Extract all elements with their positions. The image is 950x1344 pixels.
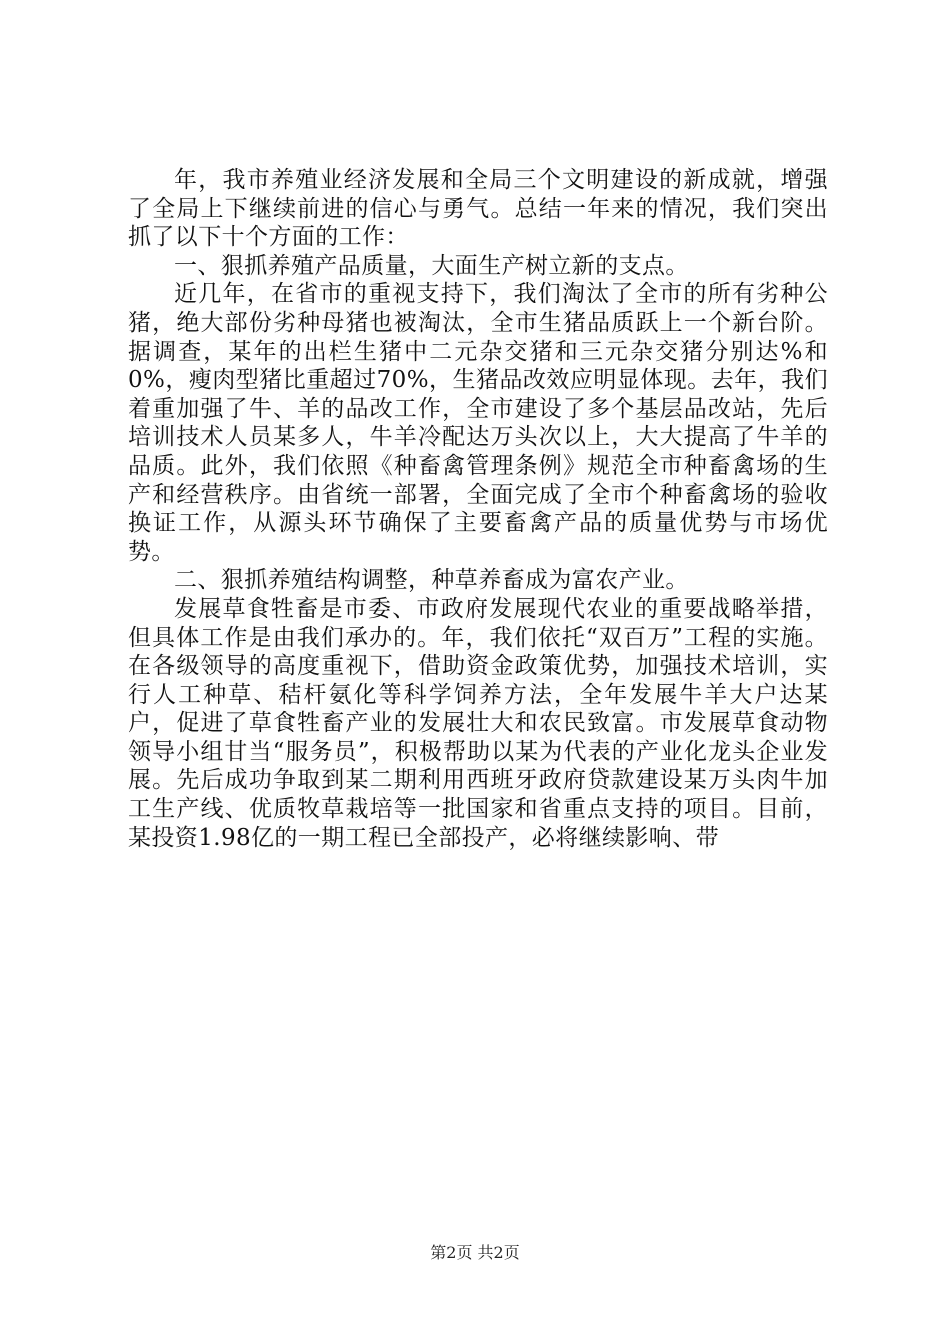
paragraph-section-2: 发展草食牲畜是市委、市政府发展现代农业的重要战略举措，但具体工作是由我们承办的。年，我们依托“双百万”工程的实施。在各级领导的高度重视下，借助资金政策优势，加强技术培训，实行人工种草、秸杆氨化等科学饲养方法，全年发展牛羊大户达某户，促进了草食牲畜产业的发展壮大和农民致富。市发展草食动物领导小组甘当“服务员”，积极帮助以某为代表的产业化龙头企业发展。先后成功争取到某二期利用西班牙政府贷款建设某万头肉牛加工生产线、优质牧草栽培等一批国家和省重点支持的项目。目前，某投资1.98亿的一期工程已全部投产，必将继续影响、带 [128,595,828,851]
heading-section-1: 一、狠抓养殖产品质量，大面生产树立新的支点。 [174,252,689,279]
page-number-footer: 第2页 共2页 [430,1243,520,1262]
document-body [128,166,828,852]
paragraph-section-1: 近几年，在省市的重视支持下，我们淘汰了全市的所有劣种公猪，绝大部份劣种母猪也被淘汰，全市生猪品质跃上一个新台阶。据调查，某年的出栏生猪中二元杂交猪和三元杂交猪分别达%和0%，瘦肉型猪比重超过70%，生猪品改效应明显体现。去年，我们着重加强了牛、羊的品改工作，全市建设了多个基层品改站，先后培训技术人员某多人，牛羊冷配达万头次以上，大大提高了牛羊的品质。此外，我们依照《种畜禽管理条例》规范全市种畜禽场的生产和经营秩序。由省统一部署，全面完成了全市个种畜禽场的验收换证工作，从源头环节确保了主要畜禽产品的质量优势与市场优势。 [128,281,828,565]
paragraph-intro: 年，我市养殖业经济发展和全局三个文明建设的新成就，增强了全局上下继续前进的信心与勇气。总结一年来的情况，我们突出抓了以下十个方面的工作： [128,167,828,251]
heading-section-2: 二、狠抓养殖结构调整，种草养畜成为富农产业。 [174,567,689,594]
